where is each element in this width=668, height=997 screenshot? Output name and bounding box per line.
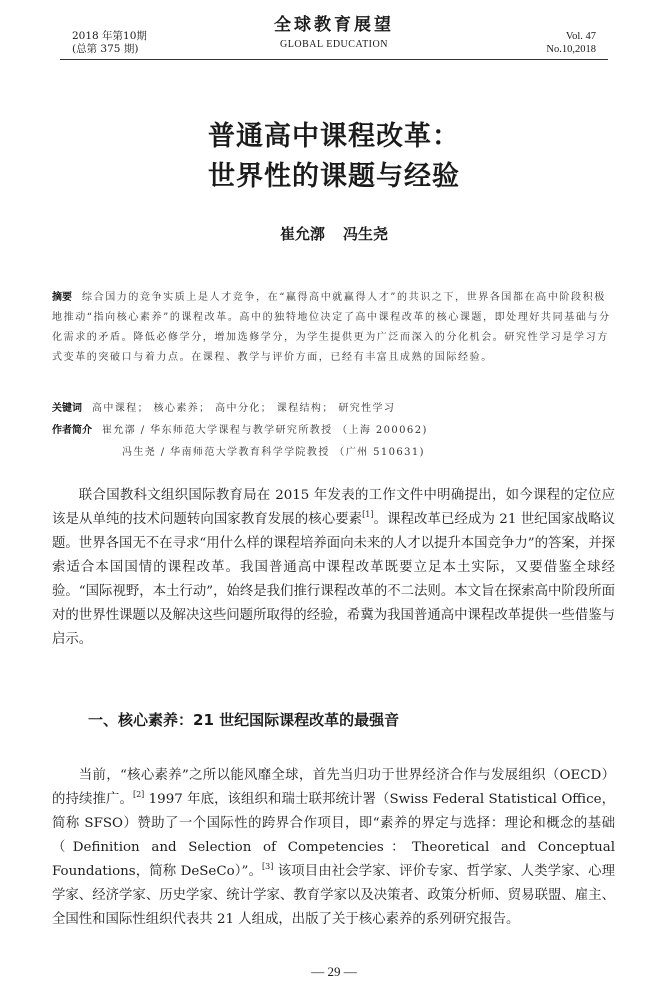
header-divider (60, 59, 608, 60)
issue-number: 2018 年第10期 (72, 30, 147, 42)
journal-name-english: GLOBAL EDUCATION (280, 39, 388, 50)
journal-name-chinese: 全球教育展望 (274, 15, 394, 35)
page-number: — 29 — (311, 964, 357, 979)
author-info-line2: 冯生尧 / 华南师范大学教育科学学院教授 （广州 510631) (122, 447, 425, 458)
paragraph-text: 当前，“核心素养”之所以能风靡全球，首先当归功于世界经济合作与发展组织（OECD）的持续推广。 (52, 768, 615, 807)
body-paragraph-2 (52, 764, 615, 932)
citation-ref: [3] (262, 862, 274, 871)
paragraph-text: 。课程改革已经成为 21 世纪国家战略议题。世界各国无不在寻求“用什么样的课程培养面向未来的人才以提升本国竞争力”的答案，并探索适合本国国情的课程改革。我国普通高中课程改革既要立足本土实际，又要借鉴全球经验。“国际视野，本土行动”，始终是我们推行课程改革的不二法则。本文旨在探索高中阶段所面对的世界性课题以及解决这些问题所取得的经验，希冀为我国普通高中课程改革提供一些借鉴与启示。 (52, 512, 615, 647)
volume-number: Vol. 47 (565, 31, 596, 42)
keywords-text: 高中课程； 核心素养； 高中分化； 课程结构； 研究性学习 (92, 403, 396, 414)
author-name: 崔允漷 (279, 225, 325, 243)
author-name: 冯生尧 (343, 225, 389, 243)
author-names (0, 223, 668, 244)
author-info-line1: 崔允漷 / 华东师范大学课程与教学研究所教授 （上海 200062) (102, 425, 428, 436)
volume-info (546, 30, 596, 56)
abstract (52, 288, 612, 368)
author-info (52, 421, 612, 441)
citation-ref: [1] (362, 510, 374, 519)
section-heading: 一、核心素养：21 世纪国际课程改革的最强音 (88, 711, 400, 729)
keywords (52, 399, 612, 419)
body-paragraph-1 (52, 484, 615, 652)
article-title (0, 117, 668, 197)
article-title-line1: 普通高中课程改革： (208, 121, 460, 152)
abstract-label: 摘要 (52, 292, 72, 303)
volume-issue: No.10,2018 (546, 44, 596, 55)
article-title-line2: 世界性的课题与经验 (208, 161, 460, 192)
keywords-label: 关键词 (52, 403, 82, 414)
paragraph-text: 该项目由社会学家、评价专家、哲学家、人类学家、心理学家、经济学家、历史学家、统计学家、教育学家以及决策者、政策分析师、贸易联盟、雇主、全国性和国际性组织代表共 21 人组成，出版了关于核心素养的系列研究报告。 (52, 864, 615, 927)
abstract-text: 综合国力的竞争实质上是人才竞争，在“赢得高中就赢得人才”的共识之下，世界各国都在高中阶段积极地推动“指向核心素养”的课程改革。高中的独特地位决定了高中课程改革的核心课题，即处理好共同基础与分化需求的矛盾。降低必修学分，增加选修学分，为学生提供更为广泛而深入的分化机会。研究性学习是学习方式变革的突破口与着力点。在课程、教学与评价方面，已经有丰富且成熟的国际经验。 (52, 292, 611, 363)
paragraph-text: 1997 年底，该组织和瑞士联邦统计署（Swiss Federal Statistical Office，简称 SFSO）赞助了一个国际性的跨界合作项目，即“素养的界定与选择：理论和概念的基础（Definition and Selection of Competencies：Theoretical and Conceptual Foundations，简称 DeSeCo）”。 (52, 792, 616, 879)
total-issue-number: (总第 375 期) (72, 43, 139, 55)
paragraph-text: 联合国教科文组织国际教育局在 2015 年发表的工作文件中明确提出，如今课程的定位应该是从单纯的技术问题转向国家教育发展的核心要素 (52, 488, 615, 527)
citation-ref: [2] (132, 790, 145, 799)
author-info-label: 作者简介 (52, 425, 92, 436)
